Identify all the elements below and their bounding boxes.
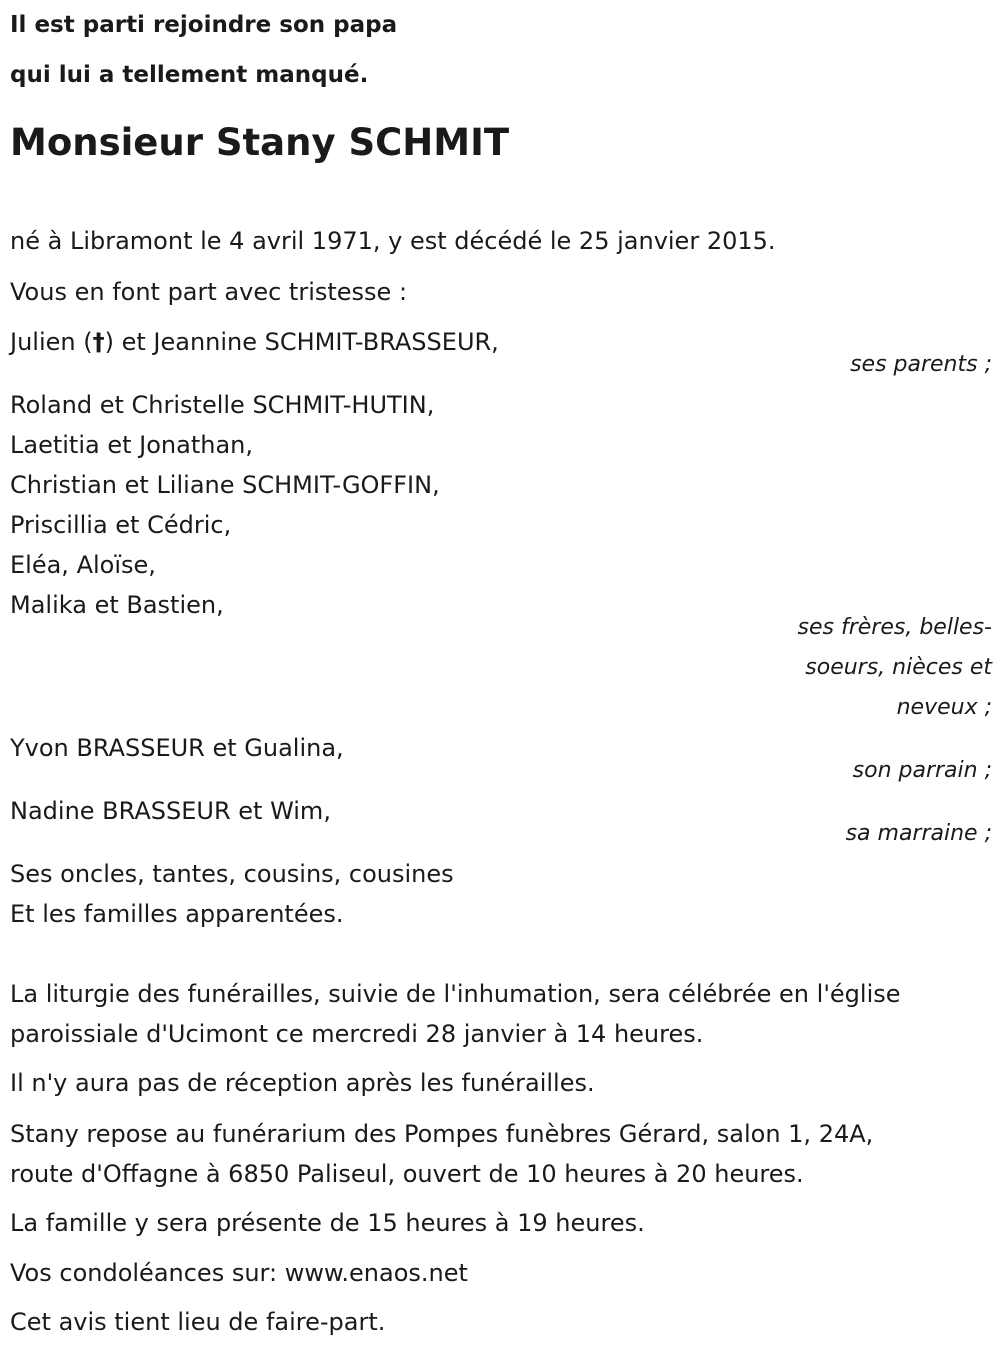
liturgy-line-1: La liturgie des funérailles, suivie de l'inhumation, sera célébrée en l'église <box>10 980 901 1008</box>
godmother-role: sa marraine ; <box>845 821 992 846</box>
parents-name-part1: Julien ( <box>10 328 93 356</box>
deceased-name-title: Monsieur Stany SCHMIT <box>10 121 510 164</box>
parents-role: ses parents ; <box>850 352 992 377</box>
godfather-role: son parrain ; <box>852 758 992 783</box>
intro-line-2: qui lui a tellement manqué. <box>10 62 369 88</box>
birth-death-line: né à Libramont le 4 avril 1971, y est décédé le 25 janvier 2015. <box>10 227 776 255</box>
intro-line-1: Il est parti rejoindre son papa <box>10 12 398 38</box>
cross-icon: † <box>92 328 105 356</box>
faire-part-notice: Cet avis tient lieu de faire-part. <box>10 1308 386 1336</box>
obituary-notice <box>10 0 992 1336</box>
relatives-line-2: Et les familles apparentées. <box>10 900 344 928</box>
parents-name-part2: ) et Jeannine SCHMIT-BRASSEUR, <box>104 328 499 356</box>
condolences-line: Vos condoléances sur: www.enaos.net <box>10 1259 468 1287</box>
siblings-role-line: ses frères, belles- <box>797 615 992 640</box>
sibling-line: Priscillia et Cédric, <box>10 511 232 539</box>
sibling-line: Laetitia et Jonathan, <box>10 431 253 459</box>
parents-names <box>10 329 499 355</box>
sibling-line: Malika et Bastien, <box>10 591 224 619</box>
sibling-line: Roland et Christelle SCHMIT-HUTIN, <box>10 391 435 419</box>
sibling-line: Eléa, Aloïse, <box>10 551 156 579</box>
announcement-line: Vous en font part avec tristesse : <box>10 278 408 306</box>
family-present-line: La famille y sera présente de 15 heures à 19 heures. <box>10 1209 645 1237</box>
rest-line-1: Stany repose au funérarium des Pompes funèbres Gérard, salon 1, 24A, <box>10 1120 874 1148</box>
rest-line-2: route d'Offagne à 6850 Paliseul, ouvert de 10 heures à 20 heures. <box>10 1160 804 1188</box>
relatives-line-1: Ses oncles, tantes, cousins, cousines <box>10 860 454 888</box>
no-reception-line: Il n'y aura pas de réception après les funérailles. <box>10 1069 595 1097</box>
godfather-name: Yvon BRASSEUR et Gualina, <box>10 734 344 762</box>
siblings-role-line: soeurs, nièces et <box>805 655 992 680</box>
sibling-line: Christian et Liliane SCHMIT-GOFFIN, <box>10 471 440 499</box>
godmother-name: Nadine BRASSEUR et Wim, <box>10 797 331 825</box>
liturgy-line-2: paroissiale d'Ucimont ce mercredi 28 janvier à 14 heures. <box>10 1020 704 1048</box>
siblings-role-line: neveux ; <box>896 695 992 720</box>
